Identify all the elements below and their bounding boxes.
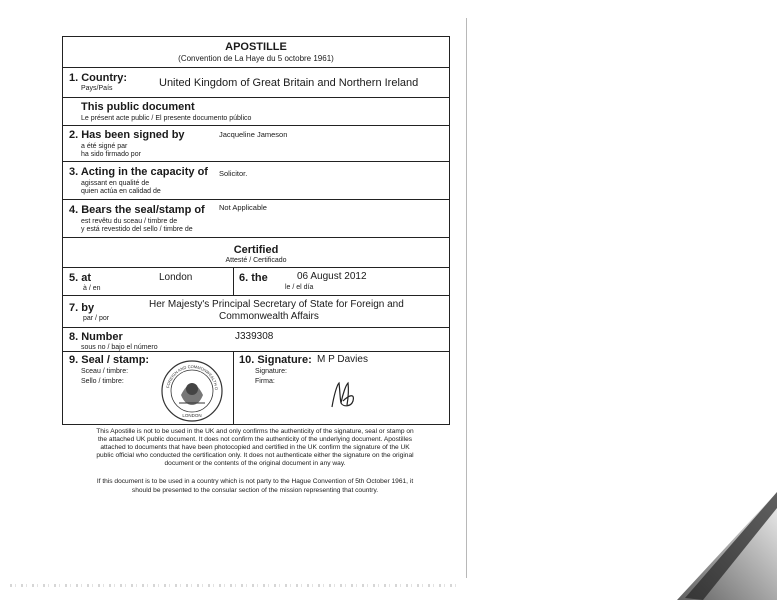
country-value: United Kingdom of Great Britain and Northern Ireland [159, 77, 419, 89]
seal-sub1: Sceau / timbre: [81, 368, 129, 375]
handwritten-signature-icon [329, 377, 357, 411]
column-divider [233, 351, 234, 424]
date-sublabel: le / el día [285, 284, 314, 291]
seal-label: 9. Seal / stamp: [69, 354, 150, 366]
signed-by-value: Jacqueline Jameson [219, 130, 288, 139]
seal-of-sub2: y está revestido del sello / timbre de [81, 226, 193, 233]
public-document-label: This public document [81, 101, 195, 113]
row-divider [63, 327, 449, 328]
capacity-value: Solicitor. [219, 169, 248, 178]
row-divider [63, 97, 449, 98]
by-sublabel: par / por [83, 315, 110, 322]
page-corner-fold [657, 490, 777, 600]
disclaimer-text [62, 428, 448, 468]
seal-of-sub1: est revêtu du sceau / timbre de [81, 218, 178, 225]
signature-label: 10. Signature: [239, 354, 312, 366]
by-line2: Commonwealth Affairs [219, 311, 319, 322]
number-value: J339308 [235, 331, 274, 342]
at-value: London [159, 272, 193, 283]
scan-page-edge [466, 18, 467, 578]
number-sublabel: sous no / bajo el número [81, 344, 158, 351]
by-label: 7. by [69, 302, 95, 314]
number-label: 8. Number [69, 331, 123, 343]
seal-bottom-text: LONDON [182, 413, 202, 418]
disclaimer-line: the attached UK public document. It does not confirm the authenticity of the underlying document. Apostilles [97, 436, 413, 444]
form-subtitle: (Convention de La Haye du 5 octobre 1961) [178, 54, 334, 63]
signature-sub2: Firma: [255, 378, 275, 385]
seal-sub2: Sello / timbre: [81, 378, 124, 385]
country-label: 1. Country: [69, 72, 128, 84]
signed-by-label: 2. Has been signed by [69, 129, 185, 141]
country-sublabel: Pays/País [81, 85, 113, 92]
disclaimer-line: attached to documents that have been photocopied and certified in the UK confirm the signature of the UK [100, 444, 410, 452]
capacity-label: 3. Acting in the capacity of [69, 166, 208, 178]
signature-name: M P Davies [317, 354, 368, 365]
seal-of-value: Not Applicable [219, 203, 267, 212]
hague-note-line: If this document is to be used in a country which is not party to the Hague Convention of 5th October 1961, it [96, 478, 414, 485]
at-sublabel: à / en [83, 285, 101, 292]
row-divider [63, 267, 449, 268]
scan-bottom-noise [10, 584, 460, 587]
disclaimer-line: This Apostille is not to be used in the UK and only confirms the authenticity of the signature, seal or stamp on [96, 428, 414, 435]
row-divider [63, 295, 449, 296]
row-divider [63, 125, 449, 126]
by-line1: Her Majesty's Principal Secretary of State for Foreign and [149, 299, 404, 310]
hague-note [62, 478, 448, 495]
form-title: APOSTILLE [225, 41, 287, 53]
seal-ring-text: FOREIGN AND COMMONWEALTH O [165, 363, 220, 391]
row-divider [63, 199, 449, 200]
certified-label: Certified [233, 244, 279, 256]
hague-note-line: should be presented to the consular section of the mission representing that country. [131, 487, 379, 495]
at-label: 5. at [69, 272, 92, 284]
public-document-sublabel: Le présent acte public / El presente documento público [81, 115, 252, 122]
row-divider [63, 67, 449, 68]
signed-by-sub2: ha sido firmado por [81, 151, 141, 158]
signed-by-sub1: a été signé par [81, 143, 128, 150]
fco-seal-stamp-icon [159, 359, 225, 423]
row-divider [63, 237, 449, 238]
date-value: 06 August 2012 [297, 271, 367, 282]
row-divider [63, 161, 449, 162]
certified-sublabel: Attesté / Certificado [225, 257, 287, 264]
capacity-sub2: quien actúa en calidad de [81, 188, 161, 195]
seal-of-label: 4. Bears the seal/stamp of [69, 204, 205, 216]
date-label: 6. the [239, 272, 268, 284]
column-divider [233, 267, 234, 295]
capacity-sub1: agissant en qualité de [81, 180, 150, 187]
disclaimer-line: public official who conducted the certification only. It does not authenticate either the signature on the original [96, 452, 414, 460]
apostille-form [62, 36, 450, 425]
signature-sub1: Signature: [255, 368, 287, 375]
disclaimer-line: document or the contents of the original document in any way. [164, 460, 346, 468]
row-divider [63, 351, 449, 352]
